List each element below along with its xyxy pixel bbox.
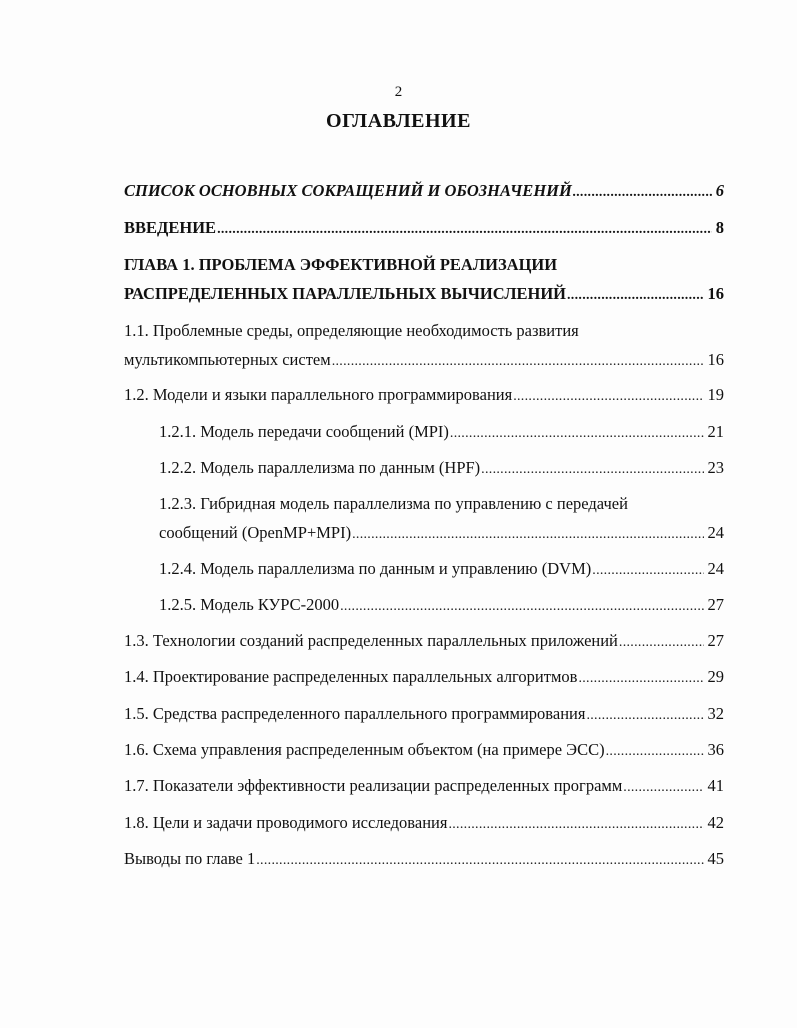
toc-entry-text: 1.7. Показатели эффективности реализации распределенных программ	[124, 776, 623, 795]
dot-leader	[619, 631, 704, 653]
toc-entry-abbreviations	[124, 181, 724, 203]
page-title: ОГЛАВЛЕНИЕ	[326, 110, 471, 132]
toc-entry-text: РАСПРЕДЕЛЕННЫХ ПАРАЛЛЕЛЬНЫХ ВЫЧИСЛЕНИЙ	[124, 284, 566, 303]
toc-entry-1-2	[124, 385, 724, 407]
dot-leader	[513, 385, 703, 407]
toc-entry-page: 19	[707, 385, 724, 404]
dot-leader	[586, 704, 703, 726]
toc-entry-page: 16	[707, 350, 724, 369]
dot-leader	[606, 740, 704, 762]
dot-leader	[623, 776, 703, 798]
toc-entry-text: 1.2. Модели и языки параллельного программирования	[124, 385, 513, 404]
dot-leader	[217, 218, 712, 240]
dot-leader	[573, 181, 712, 203]
toc-entry-text: 1.2.2. Модель параллелизма по данным (HPF)	[159, 458, 481, 477]
toc-entry-text: 1.3. Технологии созданий распределенных параллельных приложений	[124, 631, 618, 650]
toc-entry-text: 1.5. Средства распределенного параллельного программирования	[124, 704, 586, 723]
toc-entry-1-5	[124, 704, 724, 726]
dot-leader	[450, 422, 704, 444]
toc-entry-1-2-1	[159, 422, 724, 444]
dot-leader	[578, 667, 703, 689]
toc-entry-page: 36	[707, 740, 724, 759]
toc-entry-1-2-4	[159, 559, 724, 581]
dot-leader	[340, 595, 703, 617]
toc-entry-1-2-5	[159, 595, 724, 617]
toc-entry-chapter1-line1: ГЛАВА 1. ПРОБЛЕМА ЭФФЕКТИВНОЙ РЕАЛИЗАЦИИ	[124, 255, 558, 274]
toc-entry-1-7	[124, 776, 724, 798]
toc-entry-1-1	[124, 350, 724, 372]
toc-entry-page: 6	[715, 181, 724, 200]
toc-entry-page: 16	[707, 284, 724, 303]
dot-leader	[592, 559, 703, 581]
toc-entry-1-2-2	[159, 458, 724, 480]
toc-entry-text: ВВЕДЕНИЕ	[124, 218, 217, 237]
toc-entry-introduction	[124, 218, 724, 240]
dot-leader	[567, 284, 704, 306]
toc-entry-1-6	[124, 740, 724, 762]
toc-entry-text: сообщений (OpenMP+MPI)	[159, 523, 352, 542]
toc-entry-text: 1.2.1. Модель передачи сообщений (MPI)	[159, 422, 449, 441]
toc-entry-1-3	[124, 631, 724, 653]
toc-entry-page: 29	[707, 667, 724, 686]
toc-entry-text: Выводы по главе 1	[124, 849, 256, 868]
toc-entry-page: 32	[707, 704, 724, 723]
toc-entry-page: 27	[707, 631, 724, 650]
toc-entry-page: 45	[707, 849, 724, 868]
toc-entry-text: 1.4. Проектирование распределенных параллельных алгоритмов	[124, 667, 578, 686]
page-number: 2	[394, 84, 403, 100]
toc-entry-1-2-3	[159, 523, 724, 545]
toc-entry-conclusions-ch1	[124, 849, 724, 871]
dot-leader	[352, 523, 703, 545]
toc-entry-page: 24	[707, 559, 724, 578]
toc-entry-text: 1.6. Схема управления распределенным объектом (на примере ЭСС)	[124, 740, 605, 759]
dot-leader	[256, 849, 703, 871]
toc-entry-1-8	[124, 813, 724, 835]
toc-entry-chapter1	[124, 284, 724, 306]
toc-entry-text: 1.2.5. Модель КУРС-2000	[159, 595, 340, 614]
toc-entry-text: СПИСОК ОСНОВНЫХ СОКРАЩЕНИЙ И ОБОЗНАЧЕНИЙ	[124, 181, 572, 200]
toc-entry-1-1-line1: 1.1. Проблемные среды, определяющие необходимость развития	[124, 321, 579, 340]
toc-entry-page: 24	[707, 523, 724, 542]
toc-entry-text: 1.8. Цели и задачи проводимого исследования	[124, 813, 448, 832]
toc-entry-page: 8	[715, 218, 724, 237]
dot-leader	[332, 350, 704, 372]
toc-entry-page: 41	[707, 776, 724, 795]
dot-leader	[448, 813, 703, 835]
toc-entry-text: 1.2.4. Модель параллелизма по данным и управлению (DVM)	[159, 559, 592, 578]
toc-entry-1-4	[124, 667, 724, 689]
toc-entry-page: 27	[707, 595, 724, 614]
dot-leader	[481, 458, 703, 480]
toc-entry-text: мультикомпьютерных систем	[124, 350, 331, 369]
toc-entry-page: 23	[707, 458, 724, 477]
toc-entry-page: 42	[707, 813, 724, 832]
toc-entry-1-2-3-line1: 1.2.3. Гибридная модель параллелизма по управлению с передачей	[159, 494, 628, 513]
toc-entry-page: 21	[707, 422, 724, 441]
